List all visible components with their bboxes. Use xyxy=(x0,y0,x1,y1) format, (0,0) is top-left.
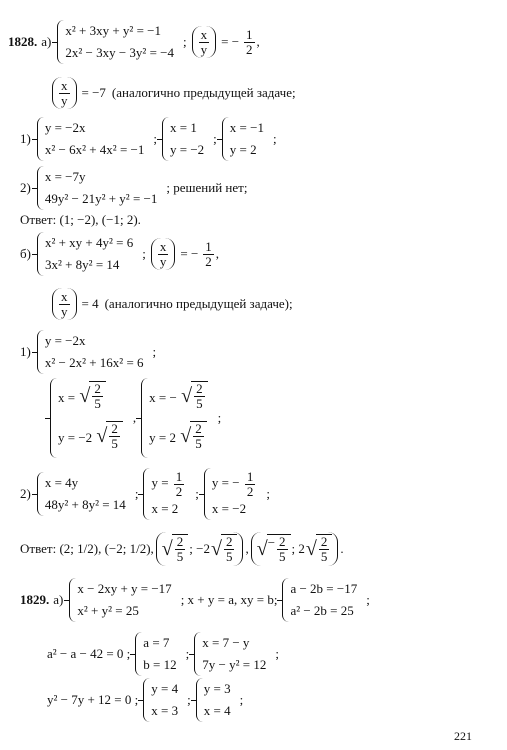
fraction xyxy=(245,470,256,499)
answer-line xyxy=(20,212,141,228)
equation: 2x² − 3xy − 3y² = −4 xyxy=(65,45,174,60)
equation-system xyxy=(37,232,137,276)
fraction xyxy=(199,28,210,57)
case-1-line xyxy=(20,330,159,374)
problem-number: 1829. xyxy=(20,592,50,607)
separator: ; xyxy=(187,692,191,707)
separator: , xyxy=(132,410,137,425)
note-text: (аналогично предыдущей задаче); xyxy=(104,296,293,311)
equation: x = −1 xyxy=(229,120,264,135)
equation-system xyxy=(37,472,130,516)
square-root xyxy=(306,534,332,564)
square-root xyxy=(257,534,291,564)
square-root xyxy=(162,534,188,564)
denominator: y xyxy=(61,92,68,108)
numerator: 1 xyxy=(246,26,253,42)
square-root xyxy=(180,421,206,451)
denominator: 5 xyxy=(176,549,184,564)
equation: y = 4 xyxy=(151,681,179,696)
solution-system xyxy=(143,468,190,520)
denominator: 5 xyxy=(320,549,328,564)
punctuation: , xyxy=(245,541,249,556)
equation xyxy=(212,468,257,498)
part-label: б) xyxy=(20,246,31,261)
equation: y² − 7y + 12 = 0 ; xyxy=(47,692,139,707)
equation: y = 2 xyxy=(229,142,257,157)
problem-number: 1828. xyxy=(8,34,38,49)
equation-prefix: y = xyxy=(151,475,172,490)
equation: y = −2x xyxy=(44,120,86,135)
separator: ; xyxy=(152,344,157,359)
problem-1828-b-line xyxy=(20,232,219,276)
solution-system xyxy=(196,678,235,722)
solution-system xyxy=(141,378,212,458)
punctuation: , xyxy=(215,246,220,261)
radical-sign-icon: √ xyxy=(96,425,108,447)
denominator: 5 xyxy=(225,549,233,564)
equation: 48y² + 8y² = 14 xyxy=(44,497,126,512)
separator: ; xyxy=(153,131,157,146)
punctuation: . xyxy=(340,541,344,556)
square-root xyxy=(79,381,105,411)
radical-sign-icon: √ xyxy=(180,425,192,447)
equation-prefix: y = −2 xyxy=(58,430,93,445)
ratio-expression xyxy=(151,238,176,270)
ratio-line xyxy=(50,288,296,320)
problem-1829-a-line xyxy=(20,578,373,622)
denominator: 5 xyxy=(111,436,118,451)
equation: x² − 2x² + 16x² = 6 xyxy=(44,355,144,370)
numerator: 1 xyxy=(175,468,183,484)
case-label: 2) xyxy=(20,486,31,501)
radical-sign-icon: √ xyxy=(210,538,222,560)
denominator: y xyxy=(200,41,208,57)
separator: ; xyxy=(266,486,270,501)
numerator: 2 xyxy=(176,534,184,549)
equation: a² − 2b = 25 xyxy=(290,603,354,618)
denominator: 5 xyxy=(196,396,203,411)
numerator: 2 xyxy=(225,534,233,549)
answer-line xyxy=(20,532,344,566)
numerator: 2 xyxy=(94,381,101,396)
equation-system xyxy=(194,632,270,676)
numerator: 1 xyxy=(246,468,254,484)
equation: x = 7 − y xyxy=(202,635,250,650)
case-1-line xyxy=(20,117,280,161)
numerator: x xyxy=(159,238,167,254)
equation-prefix: y = 2 xyxy=(149,430,176,445)
fraction xyxy=(203,240,214,269)
denominator: 2 xyxy=(246,483,254,499)
denominator: 2 xyxy=(175,483,183,499)
square-root xyxy=(181,381,207,411)
equation: a − 2b = −17 xyxy=(290,581,358,596)
equation xyxy=(58,418,124,458)
ratio-value: = −7 xyxy=(81,85,106,100)
equation: b = 12 xyxy=(143,657,177,672)
equation-system xyxy=(69,578,175,622)
quadratic-a-line xyxy=(44,632,282,676)
answer-text: Ответ: (2; 1/2), (−2; 1/2), xyxy=(20,541,154,556)
ratio-value: = 4 xyxy=(81,296,99,311)
numerator: 2 xyxy=(279,534,286,549)
square-root xyxy=(96,421,122,451)
solution-system xyxy=(222,117,268,161)
case-label: 2) xyxy=(20,180,31,195)
radical-sign-icon: √ xyxy=(161,538,173,560)
equation: x = 2 xyxy=(151,501,179,516)
solution-system xyxy=(162,117,208,161)
separator: ; xyxy=(239,692,244,707)
equation: x = −7y xyxy=(44,169,86,184)
solution-system xyxy=(50,378,128,458)
separator: ; xyxy=(182,34,187,49)
fraction xyxy=(174,470,185,499)
solution-system xyxy=(135,632,180,676)
equation: x = 4y xyxy=(44,475,79,490)
answer-text: Ответ: (1; −2), (−1; 2). xyxy=(20,212,141,227)
case-2-line xyxy=(20,166,250,210)
equation: 3x² + 8y² = 14 xyxy=(44,257,120,272)
radical-sign-icon: √ xyxy=(256,538,268,560)
punctuation: , xyxy=(256,34,260,49)
numerator: x xyxy=(200,26,208,42)
substitution-text: ; x + y = a, xy = b; xyxy=(180,592,278,607)
case-label: 1) xyxy=(20,131,31,146)
denominator: 2 xyxy=(246,41,253,57)
pair-separator: ; −2 xyxy=(189,541,210,556)
part-label: а) xyxy=(41,34,52,49)
equation-system xyxy=(37,117,149,161)
problem-1828-a-line xyxy=(8,20,260,64)
fraction xyxy=(194,382,205,411)
separator: ; xyxy=(366,592,370,607)
equation: x² − 6x² + 4x² = −1 xyxy=(44,142,145,157)
fraction xyxy=(193,422,204,451)
ratio-line xyxy=(50,77,299,109)
equation: a = 7 xyxy=(143,635,170,650)
numerator: 2 xyxy=(111,421,118,436)
equation-prefix: y = − xyxy=(211,475,240,490)
denominator: 2 xyxy=(205,253,212,269)
note-text: ; решений нет; xyxy=(166,180,248,195)
equation: x = −2 xyxy=(211,501,247,516)
radical-sign-icon: √ xyxy=(181,385,193,407)
fraction xyxy=(319,535,330,564)
numerator: x xyxy=(61,77,68,93)
root-solutions-line xyxy=(48,378,224,458)
equation: x = 3 xyxy=(151,703,179,718)
page-number: 221 xyxy=(454,729,472,743)
ratio-value: = − xyxy=(221,34,240,49)
separator: ; xyxy=(275,646,279,661)
equation-system xyxy=(57,20,178,64)
part-label: а) xyxy=(53,592,64,607)
equation: y = 3 xyxy=(203,681,231,696)
case-2-line xyxy=(20,468,273,520)
case-label: 1) xyxy=(20,344,31,359)
separator: ; xyxy=(195,486,199,501)
fraction xyxy=(109,422,120,451)
answer-pair xyxy=(156,532,244,566)
denominator: 5 xyxy=(94,396,101,411)
equation-prefix: x = xyxy=(58,390,76,405)
equation: y = −2 xyxy=(170,142,205,157)
denominator: 5 xyxy=(195,436,202,451)
denominator: y xyxy=(159,253,167,269)
ratio-expression xyxy=(52,77,77,109)
numerator: 2 xyxy=(196,381,203,396)
solution-system xyxy=(204,468,261,520)
equation: x = 4 xyxy=(203,703,231,718)
answer-pair xyxy=(251,532,339,566)
fraction xyxy=(158,240,169,269)
fraction xyxy=(175,535,186,564)
pair-separator: ; 2 xyxy=(291,541,305,556)
equation: x² + xy + 4y² = 6 xyxy=(44,235,134,250)
square-root xyxy=(211,534,237,564)
fraction xyxy=(277,535,288,564)
fraction xyxy=(59,290,70,319)
equation: 7y − y² = 12 xyxy=(202,657,267,672)
denominator: 5 xyxy=(279,549,286,564)
denominator: y xyxy=(61,303,68,319)
numerator: 2 xyxy=(195,421,202,436)
equation xyxy=(58,378,124,418)
minus-sign: − xyxy=(267,535,276,550)
fraction xyxy=(244,28,255,57)
equation: x² + y² = 25 xyxy=(77,603,139,618)
equation xyxy=(149,378,208,418)
solution-system xyxy=(143,678,182,722)
radical-sign-icon: √ xyxy=(79,385,91,407)
radical-sign-icon: √ xyxy=(305,538,317,560)
equation-system xyxy=(37,166,162,210)
ratio-value: = − xyxy=(180,246,199,261)
equation-prefix: x = − xyxy=(149,390,177,405)
equation: 49y² − 21y² + y² = −1 xyxy=(44,191,158,206)
numerator: x xyxy=(61,288,68,304)
separator: ; xyxy=(185,646,190,661)
separator: ; xyxy=(134,486,139,501)
equation: a² − a − 42 = 0 ; xyxy=(47,646,131,661)
separator: ; xyxy=(213,131,217,146)
numerator: 2 xyxy=(320,534,328,549)
separator: ; xyxy=(217,410,222,425)
numerator: 1 xyxy=(205,238,212,254)
fraction xyxy=(59,79,70,108)
separator: ; xyxy=(272,131,277,146)
separator: ; xyxy=(142,246,146,261)
equation xyxy=(151,468,186,498)
equation xyxy=(149,418,208,458)
equation: x − 2xy + y = −17 xyxy=(77,581,172,596)
fraction xyxy=(92,382,103,411)
equation: y = −2x xyxy=(44,333,86,348)
equation-system xyxy=(282,578,361,622)
ratio-expression xyxy=(52,288,77,320)
note-text: (аналогично предыдущей задаче; xyxy=(111,85,296,100)
quadratic-y-line xyxy=(44,678,246,722)
ratio-expression xyxy=(192,26,217,58)
equation-system xyxy=(37,330,148,374)
fraction xyxy=(224,535,235,564)
equation: x = 1 xyxy=(170,120,197,135)
equation: x² + 3xy + y² = −1 xyxy=(65,23,161,38)
